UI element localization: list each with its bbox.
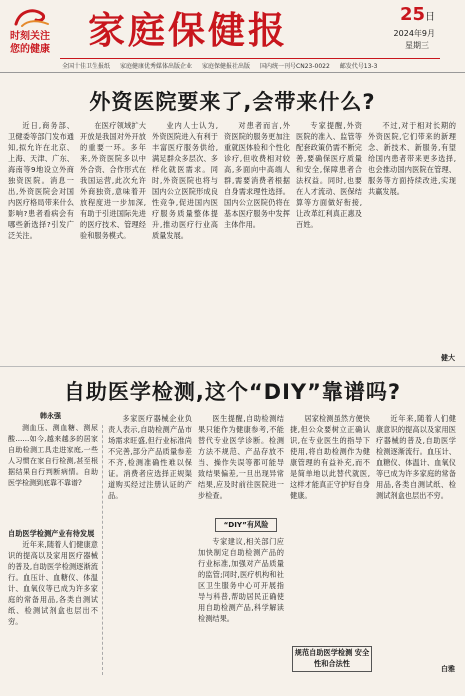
- masthead-slogan: [10, 8, 62, 58]
- article2-column-2: [108, 413, 192, 673]
- article2-paragraph: 近年来,随着人们健康意识的提高以及家用医疗器械的普及,自助医学检测逐渐流行。血压计、血糖仪、体温计、血氧仪等已成为许多家庭的常备用品,各类自测试纸、检测试剂盒也层出不穷。: [8, 540, 98, 626]
- article2-paragraph: 医生提醒,自助检测结果只能作为健康参考,不能替代专业医学诊断。检测方法不规范、产品存放不当、操作失误等都可能导致结果偏差,一旦出现异常结果,应及时前往医院进一步检查。: [198, 414, 284, 500]
- article2-column-4: [290, 413, 370, 645]
- divider: [0, 72, 465, 73]
- issue-month: 2024年9月: [393, 29, 435, 38]
- article1-paragraph: 业内人士认为,外资医院进入有利于丰富医疗服务供给,满足群众多层次、多样化就医需求。同时,外资医院也将与国内公立医院形成良性竞争,促进国内医疗服务质量整体提升,推动医疗行业高质量发展。: [152, 121, 218, 240]
- article2-intro: [8, 423, 98, 523]
- article1-column-4: [224, 120, 290, 350]
- article1-column-3: [152, 120, 218, 350]
- divider: [0, 366, 465, 367]
- masthead: [0, 0, 465, 72]
- info-item: 邮发代号13-3: [339, 63, 378, 70]
- masthead-rule: [60, 58, 440, 59]
- issue-day: [400, 4, 435, 25]
- info-item: 家庭保健报社出版: [202, 63, 251, 70]
- article1-headline: 外资医院要来了,会带来什么?: [89, 90, 376, 114]
- article1-paragraph: 在医疗领域扩大开放是我国对外开放的重要一环。多年来,外资医院多以中外合资、合作形式在我国运营,此次允许外商独资,意味着开放程度进一步加深,有助于引进国际先进的医疗技术、管理经验和服务模式。: [80, 121, 146, 240]
- article2-intro-text: 测血压、测血糖、测尿酸……如今,越来越多的居家自助检测工具走进家庭,一些人习惯在家自行检测,甚至根据结果自行判断病情。自助医学检测到底靠不靠谱?: [8, 424, 98, 487]
- article2-column-3-top: [198, 413, 284, 513]
- article2-column-1: [8, 528, 98, 673]
- article2-boxed-subhead-2: 规范自助医学检测 安全性和合法性: [292, 646, 372, 672]
- article1-paragraph: 对患者而言,外资医院的服务更加注重就医体验和个性化诊疗,但收费相对较高,多面向中高端人群,需要消费者根据自身需求理性选择。国内公立医院仍将在基本医疗服务中发挥主体作用。: [224, 121, 290, 229]
- article1-paragraph: 不过,对于相对长期的外资医院,它们带来的新理念、新技术、新服务,有望给国内患者带来更多选择,也会推动国内医院在管理、服务等方面持续改进,实现共赢发展。: [368, 121, 456, 196]
- info-item: 国内统一刊号CN23-0022: [260, 63, 330, 70]
- article2-paragraph: 近年来,随着人们健康意识的提高以及家用医疗器械的普及,自助医学检测逐渐流行。血压计、血糖仪、体温计、血氧仪等已成为许多家庭的常备用品,各类自测试纸、检测试剂盒也层出不穷。: [376, 414, 456, 500]
- info-item: 家庭健康优秀媒体出版企业: [120, 63, 193, 70]
- article2-boxed-subhead: “DIY”有风险: [215, 518, 277, 532]
- article1-paragraph: 专家提醒,外资医院的准入、监管等配套政策仍需不断完善,要确保医疗质量和安全,保障患者合法权益。同时,也要在人才流动、医保结算等方面做好衔接,让改革红利真正惠及百姓。: [296, 121, 362, 229]
- article2-column-3: [198, 536, 284, 673]
- newspaper-title: 家庭保健报: [88, 8, 288, 52]
- masthead-info-bar: [62, 61, 442, 70]
- article1-credit: 健大: [441, 354, 455, 362]
- article2-subhead-1: 自助医学检测产业有待发展: [8, 529, 95, 538]
- article2-column-5: [376, 413, 456, 661]
- article1-paragraph: 近日,商务部、卫健委等部门发布通知,拟允许在北京、上海、天津、广东、海南等9地设立外商独资医院。消息一出,外资医院会对国内医疗格局带来什么影响?患者看病会有哪些新选择?引发广泛关注。: [8, 121, 74, 240]
- article1-column-2: [80, 120, 146, 350]
- issue-day-number: 25: [399, 4, 425, 25]
- issue-weekday: 星期三: [405, 41, 429, 50]
- article2-paragraph: 专家建议,相关部门应加快制定自助检测产品的行业标准,加强对产品质量的监管;同时,医疗机构和社区卫生服务中心可开展指导与科普,帮助居民正确使用自助检测产品,科学解读检测结果。: [198, 537, 284, 623]
- article2-paragraph: 居家检测虽然方便快捷,但公众要树立正确认识,在专业医生的指导下使用,将自助检测作为健康管理的有益补充,而不是简单地以此替代就医,这样才能真正守护好自身健康。: [290, 414, 370, 500]
- article2-paragraph: 多家医疗器械企业负责人表示,自助检测产品市场需求旺盛,但行业标准尚不完善,部分产品质量参差不齐,检测准确性难以保证。消费者应选择正规渠道购买经过注册认证的产品。: [108, 414, 192, 500]
- slogan-line-2: 您的健康: [10, 44, 50, 55]
- slogan-line-1: 时刻关注: [10, 31, 50, 42]
- article2-credit: 白雅: [441, 665, 455, 673]
- column-separator: [102, 425, 103, 675]
- article1-column-6: [368, 120, 456, 350]
- article1-column-1: [8, 120, 74, 350]
- article2-headline: 自助医学检测,这个“DIY”靠谱吗?: [63, 380, 402, 404]
- issue-day-unit: 日: [425, 12, 435, 23]
- article1-column-5: [296, 120, 362, 350]
- info-item: 全国十佳卫生报纸: [62, 63, 111, 70]
- article2-byline: 韩永强: [40, 412, 61, 420]
